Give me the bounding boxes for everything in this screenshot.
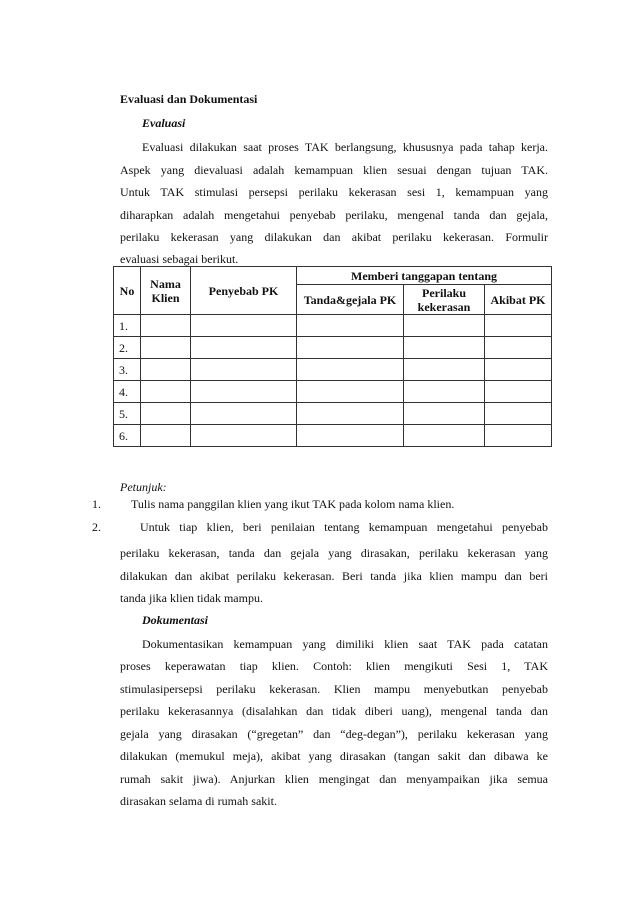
evaluation-table <box>113 266 552 447</box>
petunjuk-item-line: tanda jika klien tidak mampu. <box>120 591 263 605</box>
cell-nama-klien[interactable] <box>141 425 191 447</box>
cell-penyebab[interactable] <box>191 315 297 337</box>
table-row <box>114 381 552 403</box>
dokumentasi-paragraph-line: dilakukan (memukul meja), akibat yang dirasakan (tangan sakit dan dibawa ke <box>120 749 548 763</box>
cell-tanda[interactable] <box>297 425 404 447</box>
table-row <box>114 425 552 447</box>
evaluasi-heading: Evaluasi <box>142 116 186 130</box>
dokumentasi-heading: Dokumentasi <box>142 613 209 627</box>
cell-nama-klien[interactable] <box>141 337 191 359</box>
dokumentasi-paragraph-line: proses keperawatan tiap klien. Contoh: klien mengikuti Sesi 1, TAK <box>120 659 548 673</box>
dokumentasi-paragraph-line: dirasakan selama di rumah sakit. <box>120 794 277 808</box>
petunjuk-heading: Petunjuk: <box>120 480 167 494</box>
header-akibat-pk: Akibat PK <box>485 285 552 315</box>
petunjuk-item-line: Untuk tiap klien, beri penilaian tentang kemampuan mengetahui penyebab <box>140 520 548 534</box>
cell-nama-klien[interactable] <box>141 315 191 337</box>
petunjuk-item-line: dilakukan dan akibat perilaku kekerasan. Beri tanda jika klien mampu dan beri <box>120 569 548 583</box>
cell-penyebab[interactable] <box>191 425 297 447</box>
cell-perilaku[interactable] <box>404 337 485 359</box>
cell-perilaku[interactable] <box>404 359 485 381</box>
header-no: No <box>114 267 141 315</box>
cell-penyebab[interactable] <box>191 381 297 403</box>
list-number: 2. <box>92 520 101 534</box>
petunjuk-item-line: Tulis nama panggilan klien yang ikut TAK pada kolom nama klien. <box>131 497 455 511</box>
table-row <box>114 337 552 359</box>
evaluasi-paragraph-line: Evaluasi dilakukan saat proses TAK berlangsung, khususnya pada tahap kerja. <box>142 140 548 154</box>
cell-perilaku[interactable] <box>404 425 485 447</box>
dokumentasi-paragraph-line: Dokumentasikan kemampuan yang dimiliki klien saat TAK pada catatan <box>142 637 548 651</box>
evaluasi-paragraph-line: diharapkan adalah mengetahui penyebab perilaku, mengenal tanda dan gejala, <box>120 208 548 222</box>
header-perilaku-kekerasan: Perilaku kekerasan <box>404 285 485 315</box>
cell-tanda[interactable] <box>297 315 404 337</box>
row-number: 5. <box>114 403 141 425</box>
cell-perilaku[interactable] <box>404 381 485 403</box>
dokumentasi-paragraph-line: rumah sakit jiwa). Anjurkan klien mengingat dan menyampaikan jika semua <box>120 772 548 786</box>
cell-akibat[interactable] <box>485 403 552 425</box>
cell-tanda[interactable] <box>297 403 404 425</box>
cell-akibat[interactable] <box>485 425 552 447</box>
cell-nama-klien[interactable] <box>141 381 191 403</box>
cell-akibat[interactable] <box>485 381 552 403</box>
cell-tanda[interactable] <box>297 381 404 403</box>
row-number: 1. <box>114 315 141 337</box>
cell-perilaku[interactable] <box>404 315 485 337</box>
dokumentasi-paragraph-line: gejala yang dirasakan (“gregetan” dan “deg-degan”), perilaku kekerasan yang <box>120 727 548 741</box>
header-memberi-tanggapan: Memberi tanggapan tentang <box>297 267 552 285</box>
row-number: 3. <box>114 359 141 381</box>
cell-penyebab[interactable] <box>191 337 297 359</box>
cell-tanda[interactable] <box>297 359 404 381</box>
header-nama-klien: Nama Klien <box>141 267 191 315</box>
evaluasi-paragraph-line: perilaku kekerasan yang dilakukan dan akibat perilaku kekerasan. Formulir <box>120 230 548 244</box>
table-row <box>114 403 552 425</box>
row-number: 2. <box>114 337 141 359</box>
list-number: 1. <box>92 497 101 511</box>
section-title: Evaluasi dan Dokumentasi <box>120 92 258 106</box>
table-row <box>114 359 552 381</box>
cell-penyebab[interactable] <box>191 403 297 425</box>
evaluasi-paragraph-line: Untuk TAK stimulasi persepsi perilaku kekerasan sesi 1, kemampuan yang <box>120 185 548 199</box>
row-number: 6. <box>114 425 141 447</box>
cell-penyebab[interactable] <box>191 359 297 381</box>
row-number: 4. <box>114 381 141 403</box>
dokumentasi-paragraph-line: stimulasipersepsi perilaku kekerasan. Klien mampu menyebutkan penyebab <box>120 682 548 696</box>
evaluasi-paragraph-line: Aspek yang dievaluasi adalah kemampuan klien sesuai dengan tujuan TAK. <box>120 163 548 177</box>
table-row <box>114 315 552 337</box>
evaluasi-paragraph-line: evaluasi sebagai berikut. <box>120 252 239 266</box>
dokumentasi-paragraph-line: perilaku kekerasannya (disalahkan dan tidak diberi uang), mengenal tanda dan <box>120 704 548 718</box>
cell-perilaku[interactable] <box>404 403 485 425</box>
cell-nama-klien[interactable] <box>141 359 191 381</box>
cell-akibat[interactable] <box>485 337 552 359</box>
cell-akibat[interactable] <box>485 359 552 381</box>
cell-nama-klien[interactable] <box>141 403 191 425</box>
header-tanda-gejala: Tanda&gejala PK <box>297 285 404 315</box>
petunjuk-item-line: perilaku kekerasan, tanda dan gejala yang dirasakan, perilaku kekerasan yang <box>120 546 548 560</box>
cell-akibat[interactable] <box>485 315 552 337</box>
cell-tanda[interactable] <box>297 337 404 359</box>
header-penyebab-pk: Penyebab PK <box>191 267 297 315</box>
